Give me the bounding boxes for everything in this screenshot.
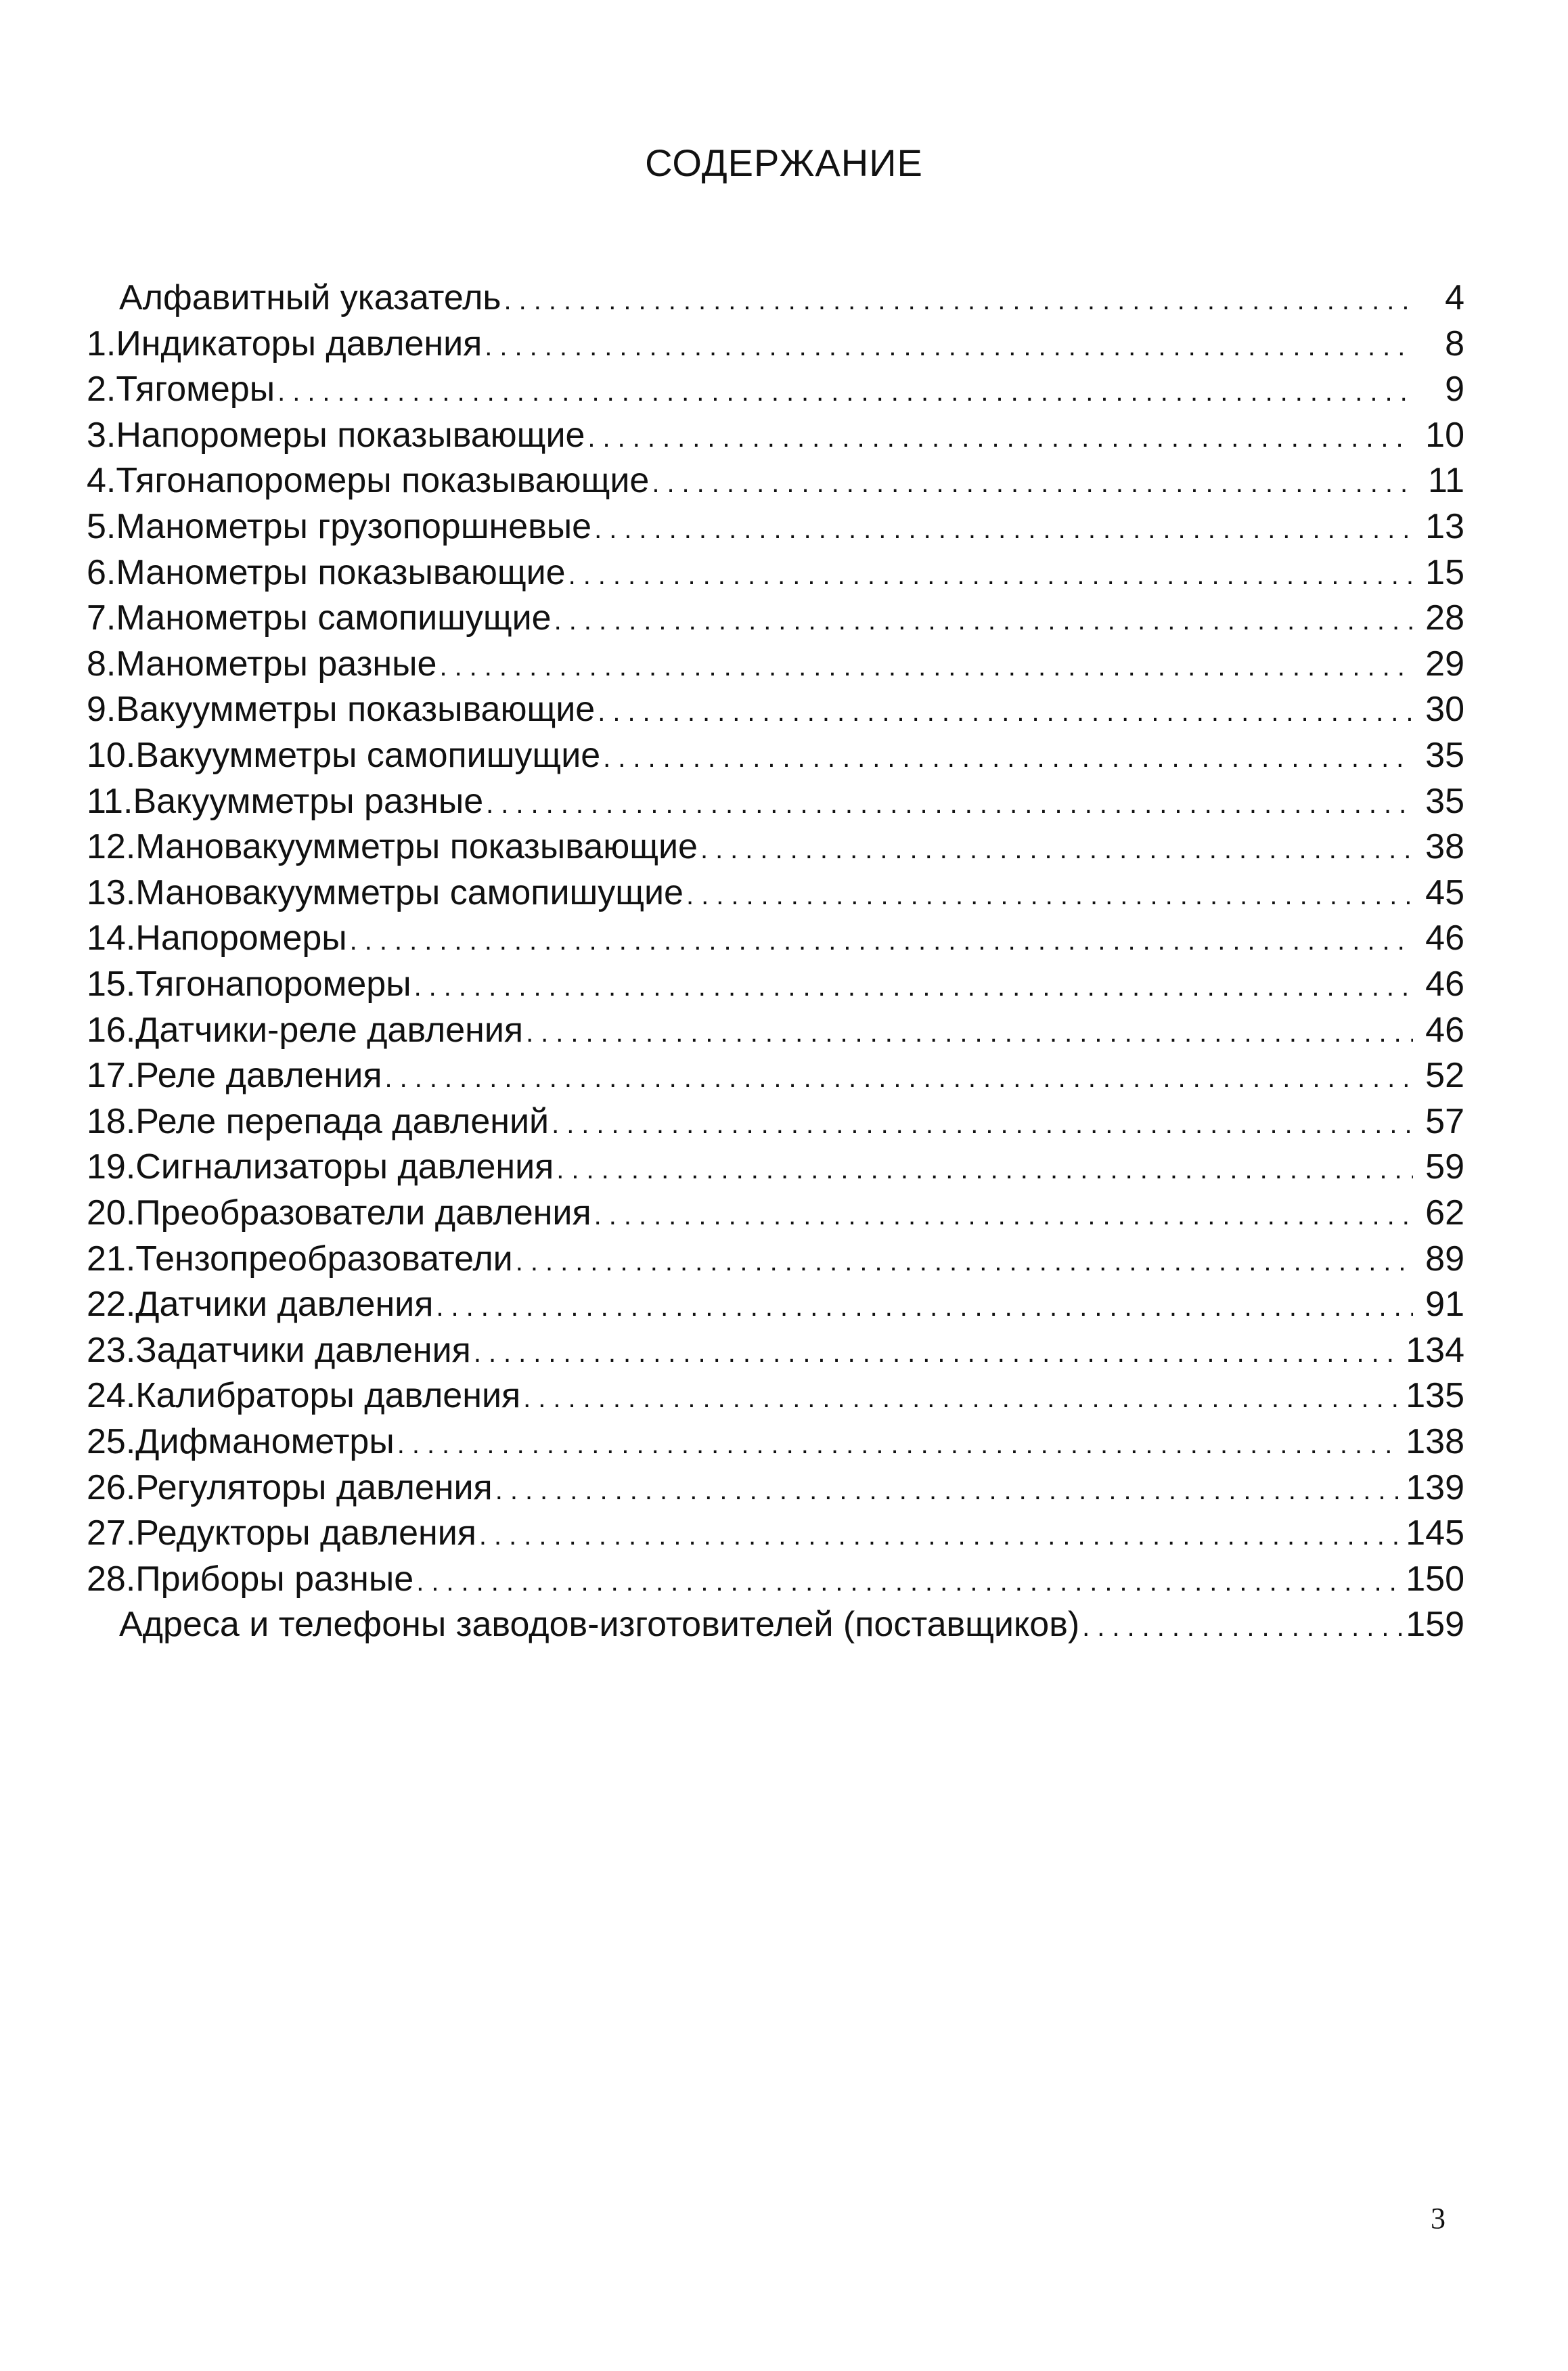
toc-entry (87, 1421, 1464, 1467)
toc-entry-page: 9 (1445, 370, 1464, 409)
dot-leader (439, 652, 1413, 682)
toc-entry-page: 59 (1425, 1147, 1464, 1187)
toc-entry (87, 872, 1464, 918)
toc-entry-page: 11 (1428, 461, 1464, 500)
toc-entry-label: Тягонапоромеры (135, 965, 411, 1004)
toc-entry (87, 735, 1464, 780)
dot-leader (552, 1109, 1413, 1140)
toc-entry-number: 25. (87, 1422, 136, 1461)
toc-entry-page: 145 (1406, 1513, 1464, 1553)
toc-entry-label: Манометры показывающие (116, 553, 566, 592)
toc-entry-page: 38 (1425, 827, 1464, 866)
toc-entry (87, 552, 1464, 598)
dot-leader (495, 1476, 1402, 1506)
dot-leader (384, 1063, 1413, 1094)
toc-entry-number: 24. (87, 1376, 136, 1415)
toc-entry-label: Адреса и телефоны заводов-изготовителей (поставщиков) (119, 1605, 1080, 1644)
toc-entry-page: 10 (1425, 416, 1464, 455)
page-title: СОДЕРЖАНИЕ (645, 141, 923, 184)
toc-entry-label: Напоромеры (135, 918, 347, 958)
dot-leader (516, 1247, 1413, 1277)
toc-entry-label: Дифманометры (135, 1422, 395, 1461)
toc-entry-number: 12. (87, 827, 136, 866)
toc-entry-number: 27. (87, 1513, 136, 1553)
toc-entry-number: 9. (87, 690, 116, 729)
toc-entry-number: 18. (87, 1102, 136, 1141)
toc-entry-page: 46 (1425, 965, 1464, 1004)
toc-entry-label: Индикаторы давления (116, 324, 483, 363)
dot-leader (598, 697, 1413, 728)
toc-entry-number: 26. (87, 1468, 136, 1507)
toc-entry-number: 3. (87, 416, 116, 455)
toc-entry-label: Тягонапоромеры показывающие (116, 461, 650, 500)
toc-entry-label: Реле перепада давлений (135, 1102, 550, 1141)
toc-entry-page: 29 (1425, 644, 1464, 684)
toc-entry-page: 62 (1425, 1193, 1464, 1233)
toc-entry-page: 138 (1406, 1422, 1464, 1461)
toc-entry-page: 135 (1406, 1376, 1464, 1415)
toc-entry-number: 6. (87, 553, 116, 592)
toc-entry-label: Приборы разные (135, 1559, 414, 1599)
toc-entry (87, 689, 1464, 734)
dot-leader (700, 835, 1413, 865)
toc-entry-label: Алфавитный указатель (119, 278, 501, 317)
toc-entry-label: Датчики давления (135, 1285, 434, 1324)
dot-leader (486, 789, 1413, 820)
toc-entry (87, 1055, 1464, 1101)
toc-entry-page: 89 (1425, 1239, 1464, 1279)
toc-entry (87, 1193, 1464, 1238)
toc-entry-page: 28 (1425, 598, 1464, 638)
toc-entry-page: 150 (1406, 1559, 1464, 1599)
toc-entry (87, 1239, 1464, 1284)
toc-entry-number: 15. (87, 965, 136, 1004)
toc-entry-label: Манометры самопишущие (116, 598, 552, 638)
toc-entry-label: Вакуумметры показывающие (116, 690, 596, 729)
dot-leader (652, 468, 1413, 499)
toc-entry (87, 1467, 1464, 1513)
toc-entry-number: 10. (87, 736, 136, 775)
toc-entry-label: Реле давления (135, 1056, 382, 1095)
toc-entry-number: 1. (87, 324, 116, 363)
toc-entry-label: Тензопреобразователи (135, 1239, 513, 1279)
toc-entry-page: 57 (1425, 1102, 1464, 1141)
toc-entry (87, 415, 1464, 460)
toc-entry-page: 46 (1425, 1011, 1464, 1050)
toc-entry-number: 20. (87, 1193, 136, 1233)
toc-entry-page: 134 (1406, 1331, 1464, 1370)
toc-entry-number: 21. (87, 1239, 136, 1279)
dot-leader (479, 1521, 1402, 1551)
toc-entry-label: Калибраторы давления (135, 1376, 521, 1415)
dot-leader (397, 1430, 1402, 1460)
toc-entry-page: 46 (1425, 918, 1464, 958)
toc-entry-label: Редукторы давления (135, 1513, 476, 1553)
toc-entry (87, 1330, 1464, 1375)
toc-entry (87, 644, 1464, 689)
table-of-contents (0, 278, 1568, 1665)
toc-entry (87, 460, 1464, 506)
toc-entry-page: 8 (1445, 324, 1464, 363)
toc-entry-page: 15 (1425, 553, 1464, 592)
toc-entry-page: 52 (1425, 1056, 1464, 1095)
toc-entry-number: 16. (87, 1011, 136, 1050)
toc-entry-page: 13 (1425, 507, 1464, 546)
toc-entry (87, 918, 1464, 963)
dot-leader (556, 1155, 1413, 1185)
toc-entry-label: Вакуумметры самопишущие (135, 736, 601, 775)
toc-entry-label: Вакуумметры разные (133, 782, 484, 821)
toc-entry-label: Мановакуумметры самопишущие (135, 873, 684, 912)
dot-leader (526, 1018, 1413, 1048)
dot-leader (1082, 1612, 1402, 1643)
dot-leader (587, 423, 1413, 453)
toc-entry-number: 7. (87, 598, 116, 638)
toc-entry-number: 2. (87, 370, 116, 409)
toc-entry (87, 1284, 1464, 1329)
dot-leader (436, 1292, 1413, 1323)
toc-entry-page: 35 (1425, 782, 1464, 821)
toc-entry (119, 1604, 1464, 1649)
page-number: 3 (1431, 2202, 1446, 2235)
dot-leader (686, 881, 1413, 911)
toc-entry-label: Тягомеры (116, 370, 275, 409)
toc-entry (87, 506, 1464, 552)
toc-entry (87, 598, 1464, 643)
dot-leader (594, 514, 1413, 545)
toc-entry-label: Задатчики давления (135, 1331, 471, 1370)
dot-leader (414, 972, 1413, 1002)
toc-entry-page: 139 (1406, 1468, 1464, 1507)
toc-entry-label: Манометры разные (116, 644, 437, 684)
toc-entry-number: 19. (87, 1147, 136, 1187)
toc-entry-label: Напоромеры показывающие (116, 416, 585, 455)
toc-entry-page: 45 (1425, 873, 1464, 912)
toc-entry-page: 4 (1445, 278, 1464, 317)
toc-entry-label: Датчики-реле давления (135, 1011, 524, 1050)
dot-leader (416, 1567, 1402, 1597)
toc-entry-number: 28. (87, 1559, 136, 1599)
dot-leader (504, 286, 1413, 316)
toc-entry (87, 1513, 1464, 1558)
toc-entry (119, 278, 1464, 323)
toc-entry-number: 8. (87, 644, 116, 684)
toc-entry-label: Сигнализаторы давления (135, 1147, 554, 1187)
toc-entry-label: Преобразователи давления (135, 1193, 591, 1233)
toc-entry-label: Регуляторы давления (135, 1468, 493, 1507)
dot-leader (474, 1338, 1402, 1369)
toc-entry (87, 369, 1464, 414)
toc-entry-page: 35 (1425, 736, 1464, 775)
toc-entry-page: 91 (1425, 1285, 1464, 1324)
toc-entry-label: Мановакуумметры показывающие (135, 827, 698, 866)
toc-entry-number: 23. (87, 1331, 136, 1370)
dot-leader (594, 1201, 1413, 1231)
toc-entry (87, 1375, 1464, 1421)
toc-entry-page: 30 (1425, 690, 1464, 729)
toc-entry-page: 159 (1406, 1605, 1464, 1644)
dot-leader (350, 926, 1413, 956)
dot-leader (568, 560, 1413, 591)
toc-entry-number: 17. (87, 1056, 136, 1095)
dot-leader (603, 743, 1413, 774)
toc-entry-number: 4. (87, 461, 116, 500)
toc-entry (87, 1147, 1464, 1192)
toc-entry (87, 826, 1464, 872)
toc-entry (87, 781, 1464, 826)
dot-leader (523, 1383, 1402, 1414)
toc-entry-number: 14. (87, 918, 136, 958)
dot-leader (485, 332, 1413, 362)
toc-entry (87, 324, 1464, 369)
toc-entry-number: 13. (87, 873, 136, 912)
toc-entry (87, 1559, 1464, 1604)
toc-entry (87, 1010, 1464, 1055)
toc-entry (87, 1101, 1464, 1147)
toc-entry-number: 11. (87, 782, 133, 821)
toc-entry (87, 964, 1464, 1009)
toc-entry-number: 22. (87, 1285, 136, 1324)
toc-entry-label: Манометры грузопоршневые (116, 507, 592, 546)
dot-leader (277, 377, 1413, 407)
dot-leader (554, 606, 1413, 636)
toc-entry-number: 5. (87, 507, 116, 546)
